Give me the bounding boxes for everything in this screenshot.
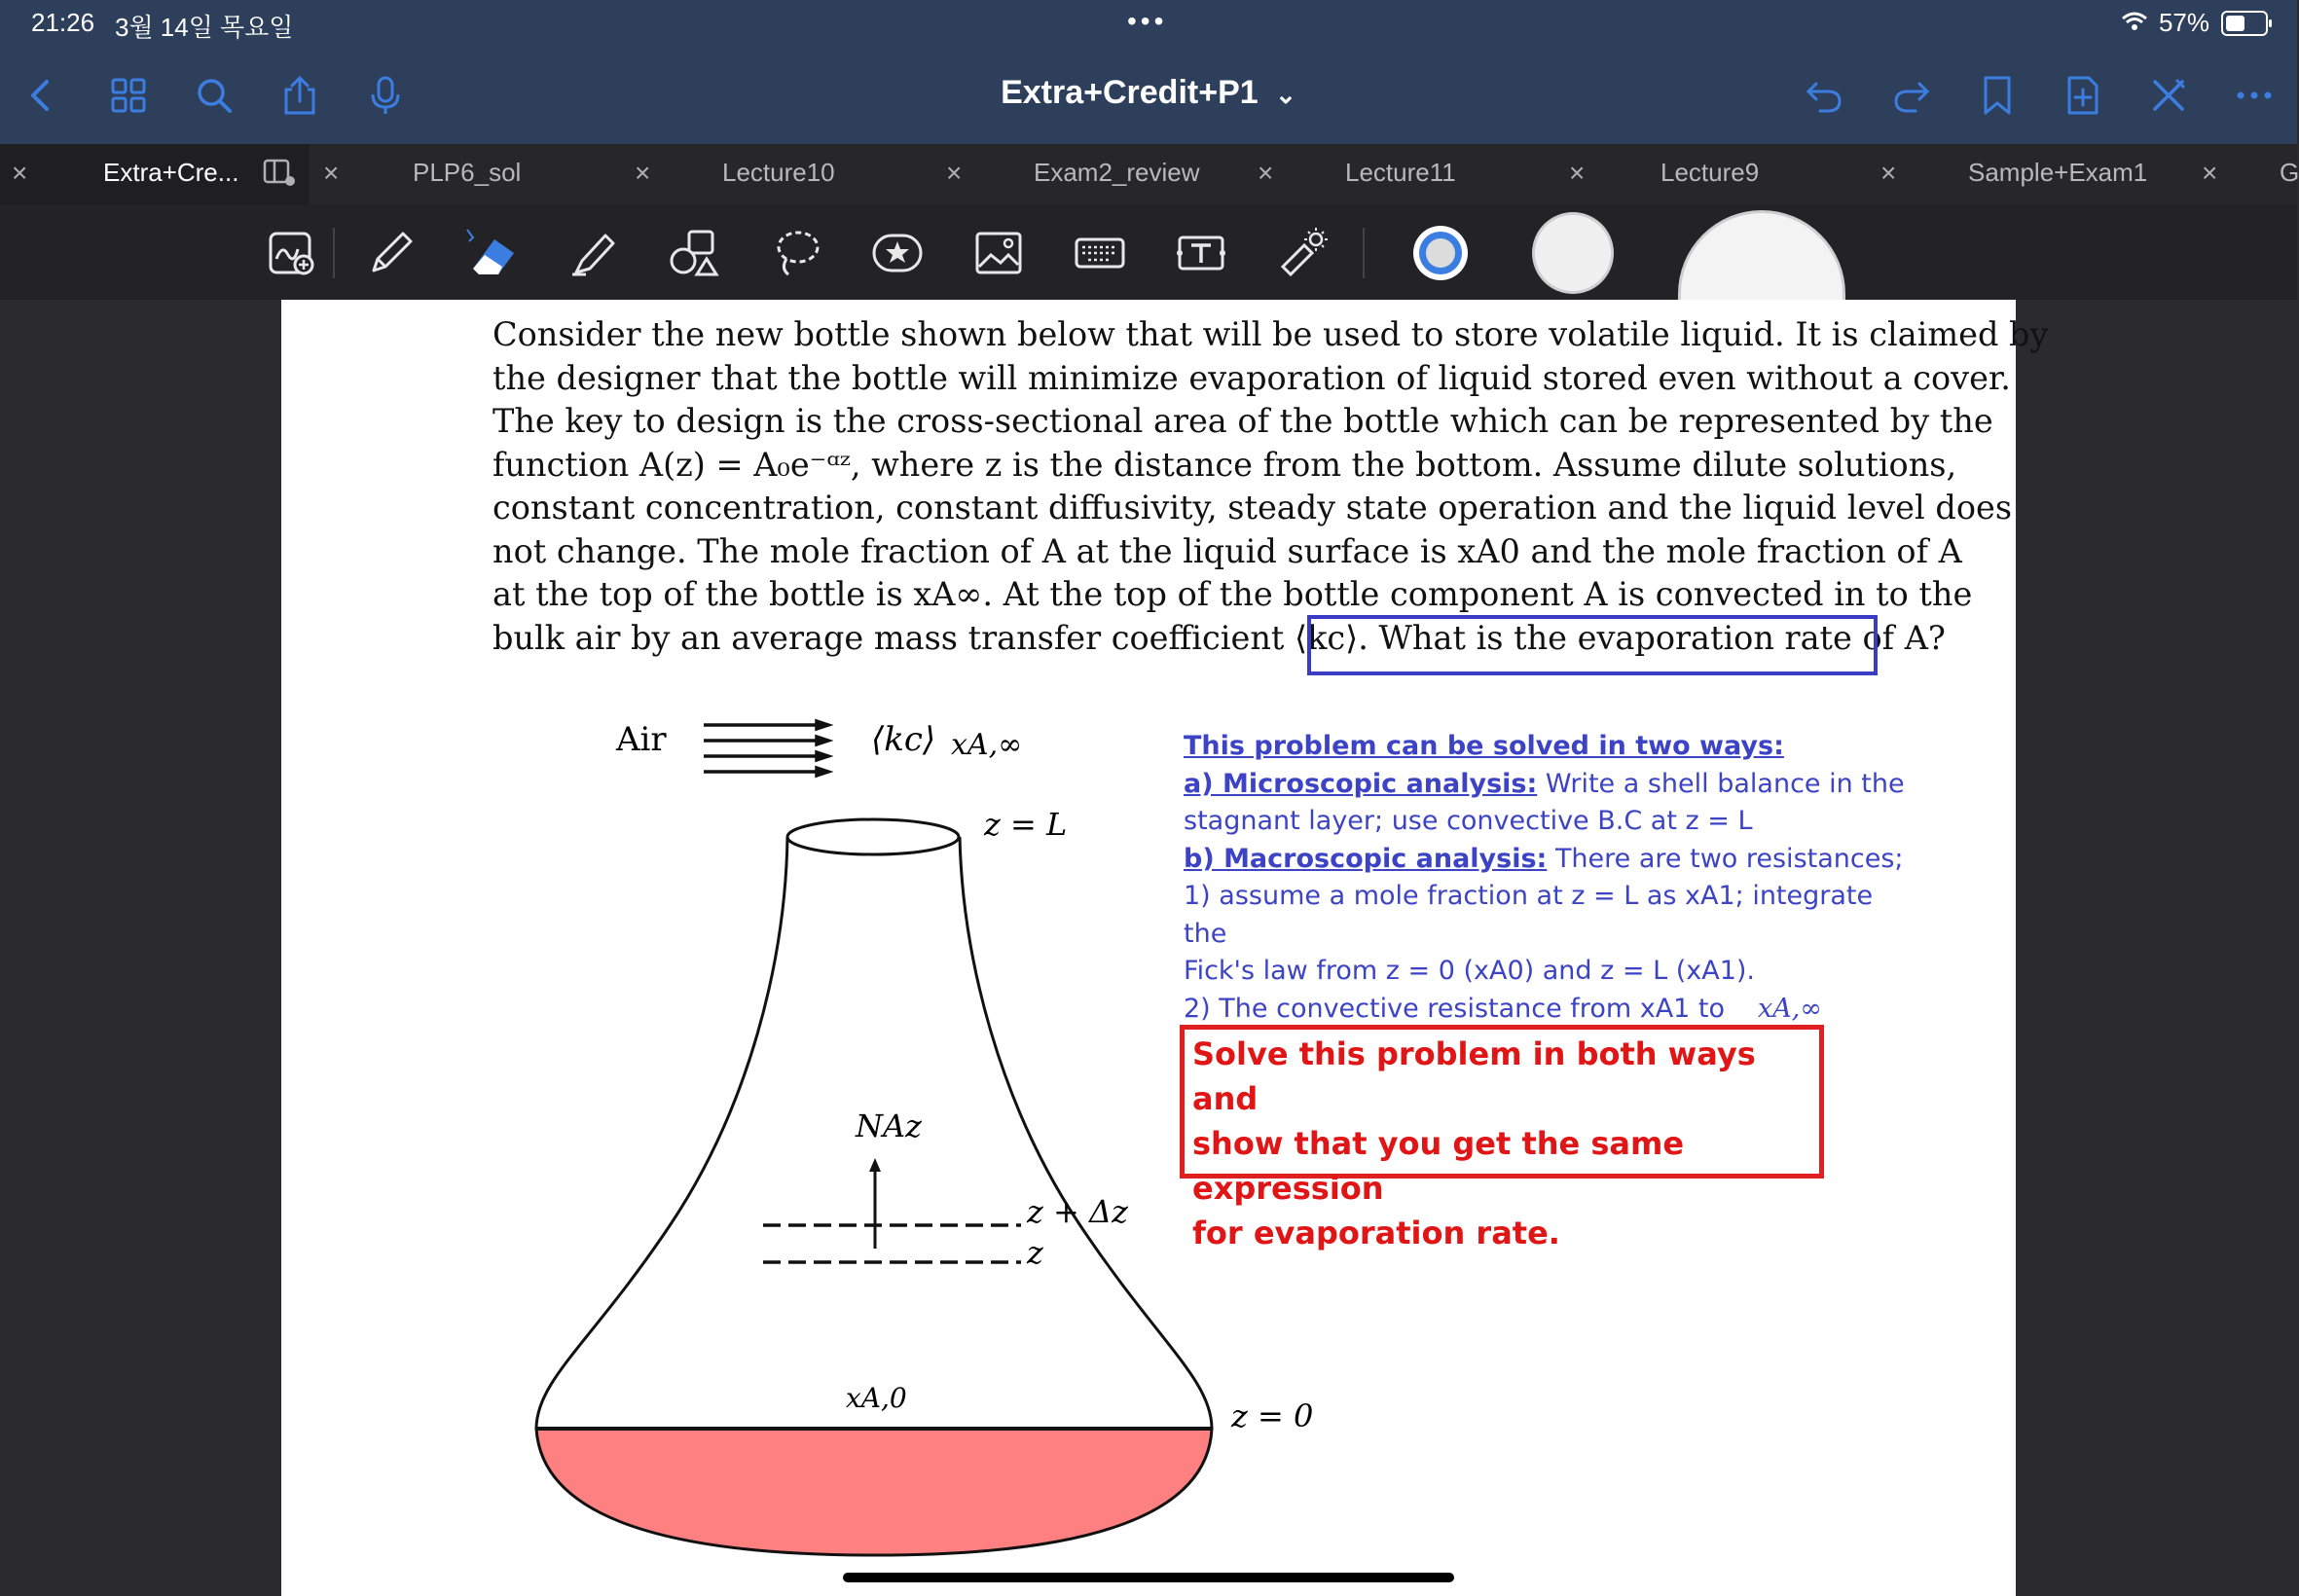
z-top-label: z = L — [984, 806, 1068, 843]
status-date: 3월 14일 목요일 — [115, 13, 294, 42]
battery-percent: 57% — [2158, 8, 2209, 37]
tab-overflow[interactable] — [2180, 144, 2297, 204]
instruction-line: for evaporation rate. — [1192, 1215, 1560, 1251]
problem-line: not change. The mole fraction of A at the liquid surface is xA0 and the mole fraction of A — [493, 531, 1962, 570]
status-right — [2122, 8, 2268, 38]
shell-lines — [763, 1225, 1021, 1262]
problem-line: the designer that the bottle will minimize evaporation of liquid stored even without a cover. — [493, 358, 2011, 397]
close-tools-icon[interactable] — [2141, 68, 2196, 123]
lasso-icon[interactable] — [767, 224, 825, 282]
z-label: z — [1027, 1234, 1043, 1271]
hint-a-line — [1184, 766, 1923, 804]
instruction-line: show that you get the same expression — [1192, 1125, 1685, 1207]
status-bar — [0, 0, 2297, 51]
hint-a-text: Write a shell balance in the — [1537, 768, 1905, 799]
multitasking-dots[interactable]: ••• — [1127, 6, 1168, 36]
tab-lecture11[interactable] — [1246, 144, 1555, 204]
instruction-line: Solve this problem in both ways and — [1192, 1035, 1756, 1117]
hint-b-text: There are two resistances; — [1547, 843, 1904, 874]
close-icon[interactable]: × — [323, 158, 340, 188]
status-time: 21:26 — [31, 8, 95, 37]
tab-plp6-sol[interactable] — [311, 144, 621, 204]
stroke-width-medium[interactable] — [1532, 212, 1614, 294]
tab-label: PLP6_sol — [413, 158, 522, 187]
instruction-text — [1192, 1032, 1815, 1255]
tab-label: Sample+Exam1 — [1968, 158, 2148, 187]
tab-label: Exam2_review — [1034, 158, 1200, 187]
hint-step-2-math: xA,∞ — [1758, 993, 1822, 1024]
close-icon[interactable]: × — [635, 158, 651, 188]
close-icon[interactable]: × — [1569, 158, 1586, 188]
laser-pointer-icon[interactable] — [1273, 224, 1332, 282]
z-bottom-label: z = 0 — [1231, 1397, 1314, 1434]
problem-line: The key to design is the cross-sectional area of the bottle which can be represented by the — [493, 402, 1993, 440]
hint-step-1a: 1) assume a mole fraction at z = L as xA1; integrate the — [1184, 881, 1874, 949]
bookmark-icon[interactable] — [1970, 68, 2025, 123]
close-icon[interactable]: × — [946, 158, 963, 188]
redo-icon[interactable] — [1884, 68, 1939, 123]
text-box-icon[interactable] — [1172, 224, 1230, 282]
shapes-icon[interactable] — [666, 224, 724, 282]
tab-label: Lecture9 — [1660, 158, 1760, 187]
pdf-page[interactable] — [281, 300, 2049, 1596]
tab-lecture10[interactable] — [623, 144, 932, 204]
problem-line: at the top of the bottle is xA∞. At the top of the bottle component A is convected in to the — [493, 575, 1973, 613]
hint-step-2-text: 2) The convective resistance from xA1 to — [1184, 993, 1726, 1024]
hint-step-2 — [1184, 991, 1923, 1029]
problem-line: Consider the new bottle shown below that will be used to store volatile liquid. It is claimed by — [493, 315, 2049, 353]
add-page-icon[interactable] — [2056, 68, 2110, 123]
flux-arrow — [869, 1158, 881, 1249]
tab-lecture9[interactable] — [1557, 144, 1867, 204]
pen-icon[interactable] — [362, 224, 420, 282]
x-a0-label: xA,0 — [846, 1382, 907, 1414]
tab-label: Lecture11 — [1345, 158, 1456, 187]
highlighter-icon[interactable] — [565, 224, 623, 282]
tab-label: Extra+Cre... — [103, 158, 239, 187]
problem-line: constant concentration, constant diffusivity, steady state operation and the liquid level does — [493, 489, 2013, 526]
document-title[interactable] — [0, 74, 2297, 112]
eraser-icon[interactable] — [463, 224, 522, 282]
handwriting-recognition-icon[interactable] — [263, 224, 321, 282]
problem-line: bulk air by an average mass transfer coefficient ⟨kc⟩. What is the evaporation rate of A? — [493, 618, 1946, 657]
chevron-down-icon: ⌄ — [1275, 80, 1296, 109]
close-icon[interactable]: × — [1880, 158, 1897, 188]
toolbar-divider — [333, 228, 335, 278]
annotation-toolbar — [0, 204, 2297, 300]
tab-exam2-review[interactable] — [934, 144, 1244, 204]
z-plus-dz-label: z + Δz — [1027, 1193, 1128, 1230]
hint-a-text-2: stagnant layer; use convective B.C at z = L — [1184, 806, 1753, 836]
undo-icon[interactable] — [1797, 68, 1851, 123]
liquid-fill — [536, 1429, 1212, 1555]
close-icon[interactable]: × — [2202, 158, 2218, 188]
toolbar-divider — [1363, 228, 1365, 278]
more-icon[interactable] — [2227, 68, 2281, 123]
tab-extra-credit[interactable] — [0, 144, 310, 204]
tab-label: Lecture10 — [722, 158, 835, 187]
document-title-text: Extra+Credit+P1 — [1001, 74, 1259, 111]
stroke-width-large[interactable] — [1678, 210, 1845, 300]
hint-a-label: a) Microscopic analysis: — [1184, 768, 1538, 799]
kc-label: ⟨kc⟩ — [871, 720, 936, 759]
hint-step-1b: Fick's law from z = 0 (xA0) and z = L (xA1). — [1184, 956, 1755, 986]
problem-line: function A(z) = A₀e⁻ᵅᶻ, where z is the distance from the bottom. Assume dilute solutions, — [493, 445, 1957, 484]
home-indicator[interactable] — [843, 1573, 1454, 1582]
tab-sample-exam1[interactable] — [1869, 144, 2178, 204]
wifi-icon — [2122, 8, 2147, 38]
tab-label: G — [2280, 158, 2299, 187]
air-label: Air — [616, 720, 667, 759]
tab-bar — [0, 144, 2297, 204]
keyboard-icon[interactable] — [1071, 224, 1129, 282]
close-icon[interactable]: × — [1258, 158, 1274, 188]
solution-hints — [1184, 728, 1923, 1028]
image-icon[interactable] — [969, 224, 1028, 282]
battery-icon — [2221, 11, 2268, 36]
split-view-icon[interactable] — [263, 158, 296, 194]
air-arrows — [704, 721, 828, 776]
hints-heading: This problem can be solved in two ways: — [1184, 731, 1784, 761]
bottle-mouth — [787, 819, 959, 854]
sticker-icon[interactable] — [868, 224, 927, 282]
flux-label: NAz — [856, 1107, 922, 1144]
stroke-width-small[interactable] — [1413, 226, 1468, 280]
close-icon[interactable]: × — [12, 158, 28, 188]
hint-b-line — [1184, 841, 1923, 879]
x-a-infinity-label: xA,∞ — [951, 728, 1023, 762]
document-navbar — [0, 51, 2297, 144]
hint-b-label: b) Macroscopic analysis: — [1184, 843, 1548, 874]
